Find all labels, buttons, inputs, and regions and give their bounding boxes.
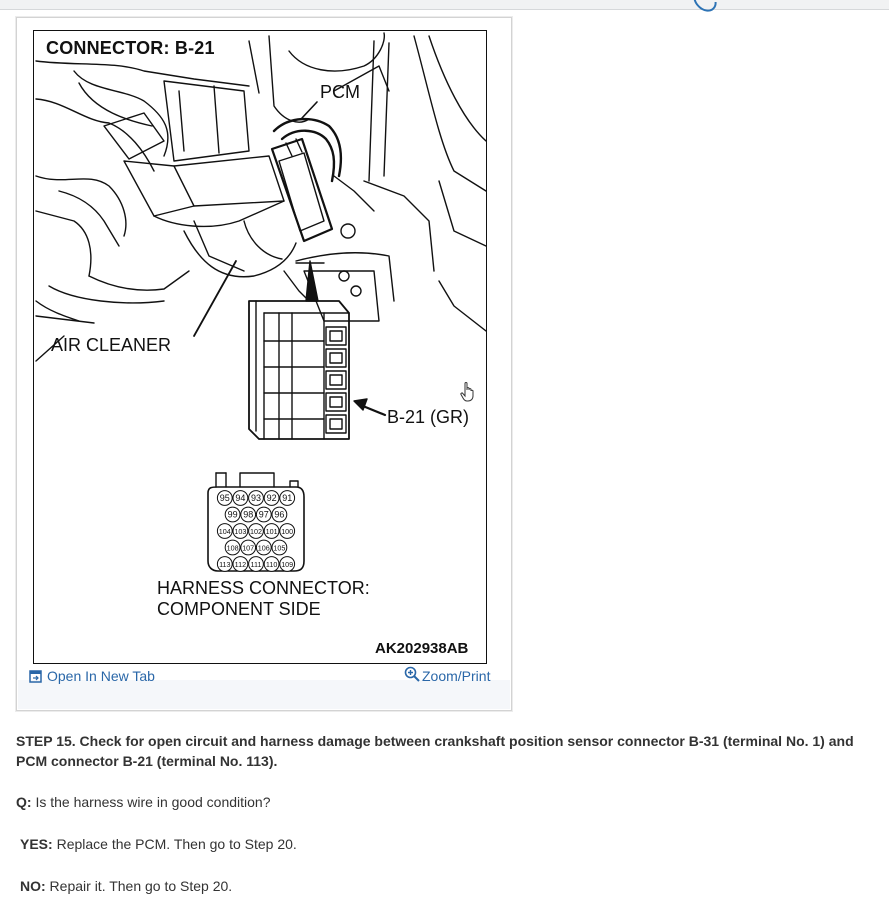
magnifier-plus-icon — [404, 666, 420, 682]
terminal-label-103: 103 — [234, 527, 247, 537]
harness-caption-line1: HARNESS CONNECTOR: — [157, 578, 370, 598]
terminal-label-96: 96 — [274, 509, 285, 520]
terminal-label-110: 110 — [265, 560, 278, 570]
question-text: Is the harness wire in good condition? — [31, 794, 271, 810]
no-text: Repair it. Then go to Step 20. — [45, 878, 233, 894]
pcm-label: PCM — [320, 82, 360, 102]
harness-connector-caption — [157, 578, 370, 620]
yes-prefix: YES: — [20, 836, 53, 852]
terminal-label-113: 113 — [219, 560, 231, 570]
terminal-label-109: 109 — [281, 560, 294, 570]
open-in-new-tab-icon — [29, 670, 42, 683]
terminal-label-98: 98 — [243, 509, 254, 520]
terminal-label-104: 104 — [218, 527, 231, 537]
terminal-label-100: 100 — [281, 527, 294, 537]
terminal-label-97: 97 — [258, 509, 269, 520]
terminal-label-101: 101 — [265, 527, 278, 537]
terminal-label-106: 106 — [257, 543, 270, 553]
terminal-label-92: 92 — [266, 493, 277, 504]
harness-caption-line2: COMPONENT SIDE — [157, 599, 321, 619]
question-line — [16, 794, 271, 810]
terminal-label-93: 93 — [250, 493, 262, 504]
yes-text: Replace the PCM. Then go to Step 20. — [52, 836, 297, 852]
zoom-print-label: Zoom/Print — [422, 668, 491, 684]
terminal-label-112: 112 — [234, 560, 247, 570]
zoom-print-link[interactable] — [404, 668, 490, 684]
question-prefix: Q: — [16, 794, 32, 810]
air-cleaner-label: AIR CLEANER — [51, 335, 172, 355]
terminal-label-111: 111 — [250, 560, 262, 570]
open-in-new-tab-label: Open In New Tab — [47, 668, 155, 684]
terminal-label-105: 105 — [273, 543, 286, 553]
terminal-label-108: 108 — [226, 543, 239, 553]
figure-footer — [18, 680, 510, 709]
no-answer-line — [20, 878, 232, 894]
loading-spinner-icon — [689, 0, 722, 16]
browser-top-bar — [0, 0, 889, 10]
figure-card — [16, 17, 512, 711]
connector-title: CONNECTOR: B-21 — [46, 38, 215, 58]
terminal-label-99: 99 — [227, 509, 238, 520]
terminal-label-107: 107 — [242, 543, 255, 553]
open-in-new-tab-link[interactable] — [29, 668, 155, 684]
terminal-label-102: 102 — [250, 527, 262, 537]
step-title: STEP 15. Check for open circuit and harness damage between crankshaft position sensor connector B-31 (terminal No. 1) and PCM connector B-21 (terminal No. 113). — [16, 733, 854, 769]
terminal-label-95: 95 — [219, 493, 230, 504]
no-prefix: NO: — [20, 878, 46, 894]
yes-answer-line — [20, 836, 297, 852]
hand-cursor-icon — [459, 381, 477, 403]
connector-callout-label: B-21 (GR) — [387, 407, 470, 427]
terminal-label-94: 94 — [235, 493, 246, 504]
figure-code: AK202938AB — [375, 640, 469, 657]
connector-diagram — [33, 30, 487, 664]
terminal-label-91: 91 — [282, 493, 293, 504]
